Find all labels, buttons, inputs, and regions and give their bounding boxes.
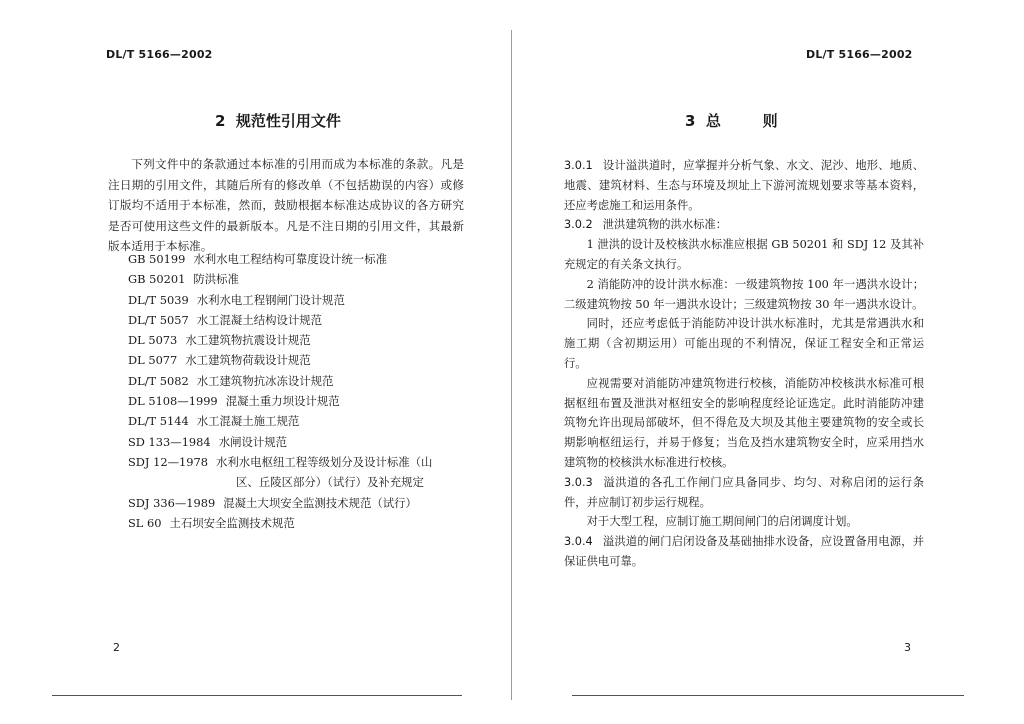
left-footer-rule (52, 695, 462, 696)
right-page (512, 0, 1024, 724)
reference-title: 水利水电工程钢闸门设计规范 (196, 292, 345, 307)
clause-paragraph (564, 532, 924, 572)
reference-title: 水利水电工程结构可靠度设计统一标准 (193, 252, 387, 266)
right-footer-rule (572, 695, 964, 696)
reference-item (128, 493, 432, 513)
reference-title: 水工建筑物荷载设计规范 (185, 353, 311, 368)
reference-title: 水利水电枢纽工程等级划分及设计标准（山 (216, 454, 433, 469)
right-page-number: 3 (904, 641, 911, 654)
clause-paragraph: 对于大型工程，应制订施工期间闸门的启闭调度计划。 (586, 515, 858, 529)
reference-item (128, 391, 432, 411)
clause-paragraph: 应视需要对消能防冲建筑物进行校核，消能防冲校核洪水标准可根据枢纽布置及泄洪对枢纽安全的影响程度经论证选定。此时消能防冲建筑物允许出现局部破坏，但不得危及大坝及其他主要建筑物的安全或长期影响枢纽运行，并易于修复；当危及挡水建筑物安全时，应采用挡水建筑物的校核洪水标准进行校核。 (564, 376, 924, 469)
reference-code: SDJ 336—1989 (128, 495, 216, 510)
reference-code: DL/T 5082 (128, 373, 189, 388)
reference-item (128, 330, 432, 350)
section-2-title: 2 规范性引用文件 (215, 112, 341, 130)
reference-code: DL 5073 (128, 333, 178, 348)
section-3-title: 3 总 则 (685, 112, 778, 130)
reference-title: 水工混凝土施工规范 (196, 414, 300, 429)
reference-code: GB 50201 (128, 272, 186, 287)
clause-text: 泄洪建筑物的洪水标准： (602, 218, 728, 232)
clause-number: 3.0.2 (564, 218, 593, 232)
reference-item (128, 310, 432, 330)
clause-number: 3.0.3 (564, 475, 593, 489)
clause-paragraph (564, 156, 924, 215)
reference-title: 水工建筑物抗冰冻设计规范 (196, 373, 334, 388)
reference-item (128, 513, 432, 533)
reference-title: 水工建筑物抗震设计规范 (185, 333, 311, 348)
reference-item (128, 350, 432, 370)
clause-number: 3.0.4 (564, 535, 593, 549)
reference-code: GB 50199 (128, 252, 186, 266)
reference-code: DL/T 5057 (128, 312, 189, 327)
intro-paragraph: 下列文件中的条款通过本标准的引用而成为本标准的条款。凡是注日期的引用文件，其随后所有的修改单（不包括勘误的内容）或修订版均不适用于本标准，然而，鼓励根据本标准达成协议的各方研究是否可使用这些文件的最新版本。凡是不注日期的引用文件，其最新版本适用于本标准。 (108, 157, 464, 254)
section-3-body (564, 156, 924, 572)
clause-paragraph (564, 473, 924, 513)
reference-list (128, 249, 432, 533)
reference-code: DL/T 5144 (128, 414, 189, 429)
right-page-header: DL/T 5166—2002 (806, 48, 913, 61)
reference-item (128, 290, 432, 310)
clause-paragraph: 同时，还应考虑低于消能防冲设计洪水标准时，尤其是常遇洪水和施工期（含初期运用）可能出现的不利情况，保证工程安全和正常运行。 (564, 317, 924, 370)
left-page-header: DL/T 5166—2002 (106, 48, 213, 61)
clause-paragraph: 1 泄洪的设计及校核洪水标准应根据 GB 50201 和 SDJ 12 及其补充规定的有关条文执行。 (564, 238, 924, 271)
reference-title: 水闸设计规范 (218, 434, 288, 449)
reference-item (128, 249, 432, 269)
reference-code: DL 5108—1999 (128, 394, 218, 409)
section-2-intro (108, 154, 464, 257)
reference-title: 水工混凝土结构设计规范 (196, 312, 323, 327)
reference-code: SDJ 12—1978 (128, 454, 208, 469)
reference-title: 防洪标准 (193, 272, 239, 287)
reference-item (128, 371, 432, 391)
reference-item (128, 432, 432, 452)
clause-text: 溢洪道的各孔工作闸门应具备同步、均匀、对称启闭的运行条件，并应制订初步运行规程。 (564, 475, 924, 509)
reference-title: 混凝土大坝安全监测技术规范（试行） (223, 495, 417, 510)
reference-code: SD 133—1984 (128, 434, 211, 449)
clause-paragraph: 2 消能防冲的设计洪水标准：一级建筑物按 100 年一遇洪水设计；二级建筑物按 50 年一遇洪水设计；三级建筑物按 30 年一遇洪水设计。 (564, 277, 924, 311)
clause-number: 3.0.1 (564, 159, 593, 172)
clause-text: 溢洪道的闸门启闭设备及基础抽排水设备，应设置备用电源，并保证供电可靠。 (564, 535, 924, 568)
reference-code: DL/T 5039 (128, 292, 189, 307)
reference-item-continuation: 区、丘陵区部分）（试行）及补充规定 (236, 475, 424, 490)
reference-code: DL 5077 (128, 353, 178, 368)
clause-text: 设计溢洪道时，应掌握并分析气象、水文、泥沙、地形、地质、地震、建筑材料、生态与环境及坝址上下游河流规划要求等基本资料，还应考虑施工和运用条件。 (564, 159, 924, 212)
reference-title: 混凝土重力坝设计规范 (225, 394, 340, 409)
clause-paragraph (564, 215, 924, 235)
reference-title: 土石坝安全监测技术规范 (169, 515, 295, 530)
reference-item (128, 452, 432, 472)
reference-item (128, 269, 432, 289)
reference-item (128, 411, 432, 431)
left-page-number: 2 (113, 641, 120, 654)
reference-code: SL 60 (128, 515, 162, 530)
